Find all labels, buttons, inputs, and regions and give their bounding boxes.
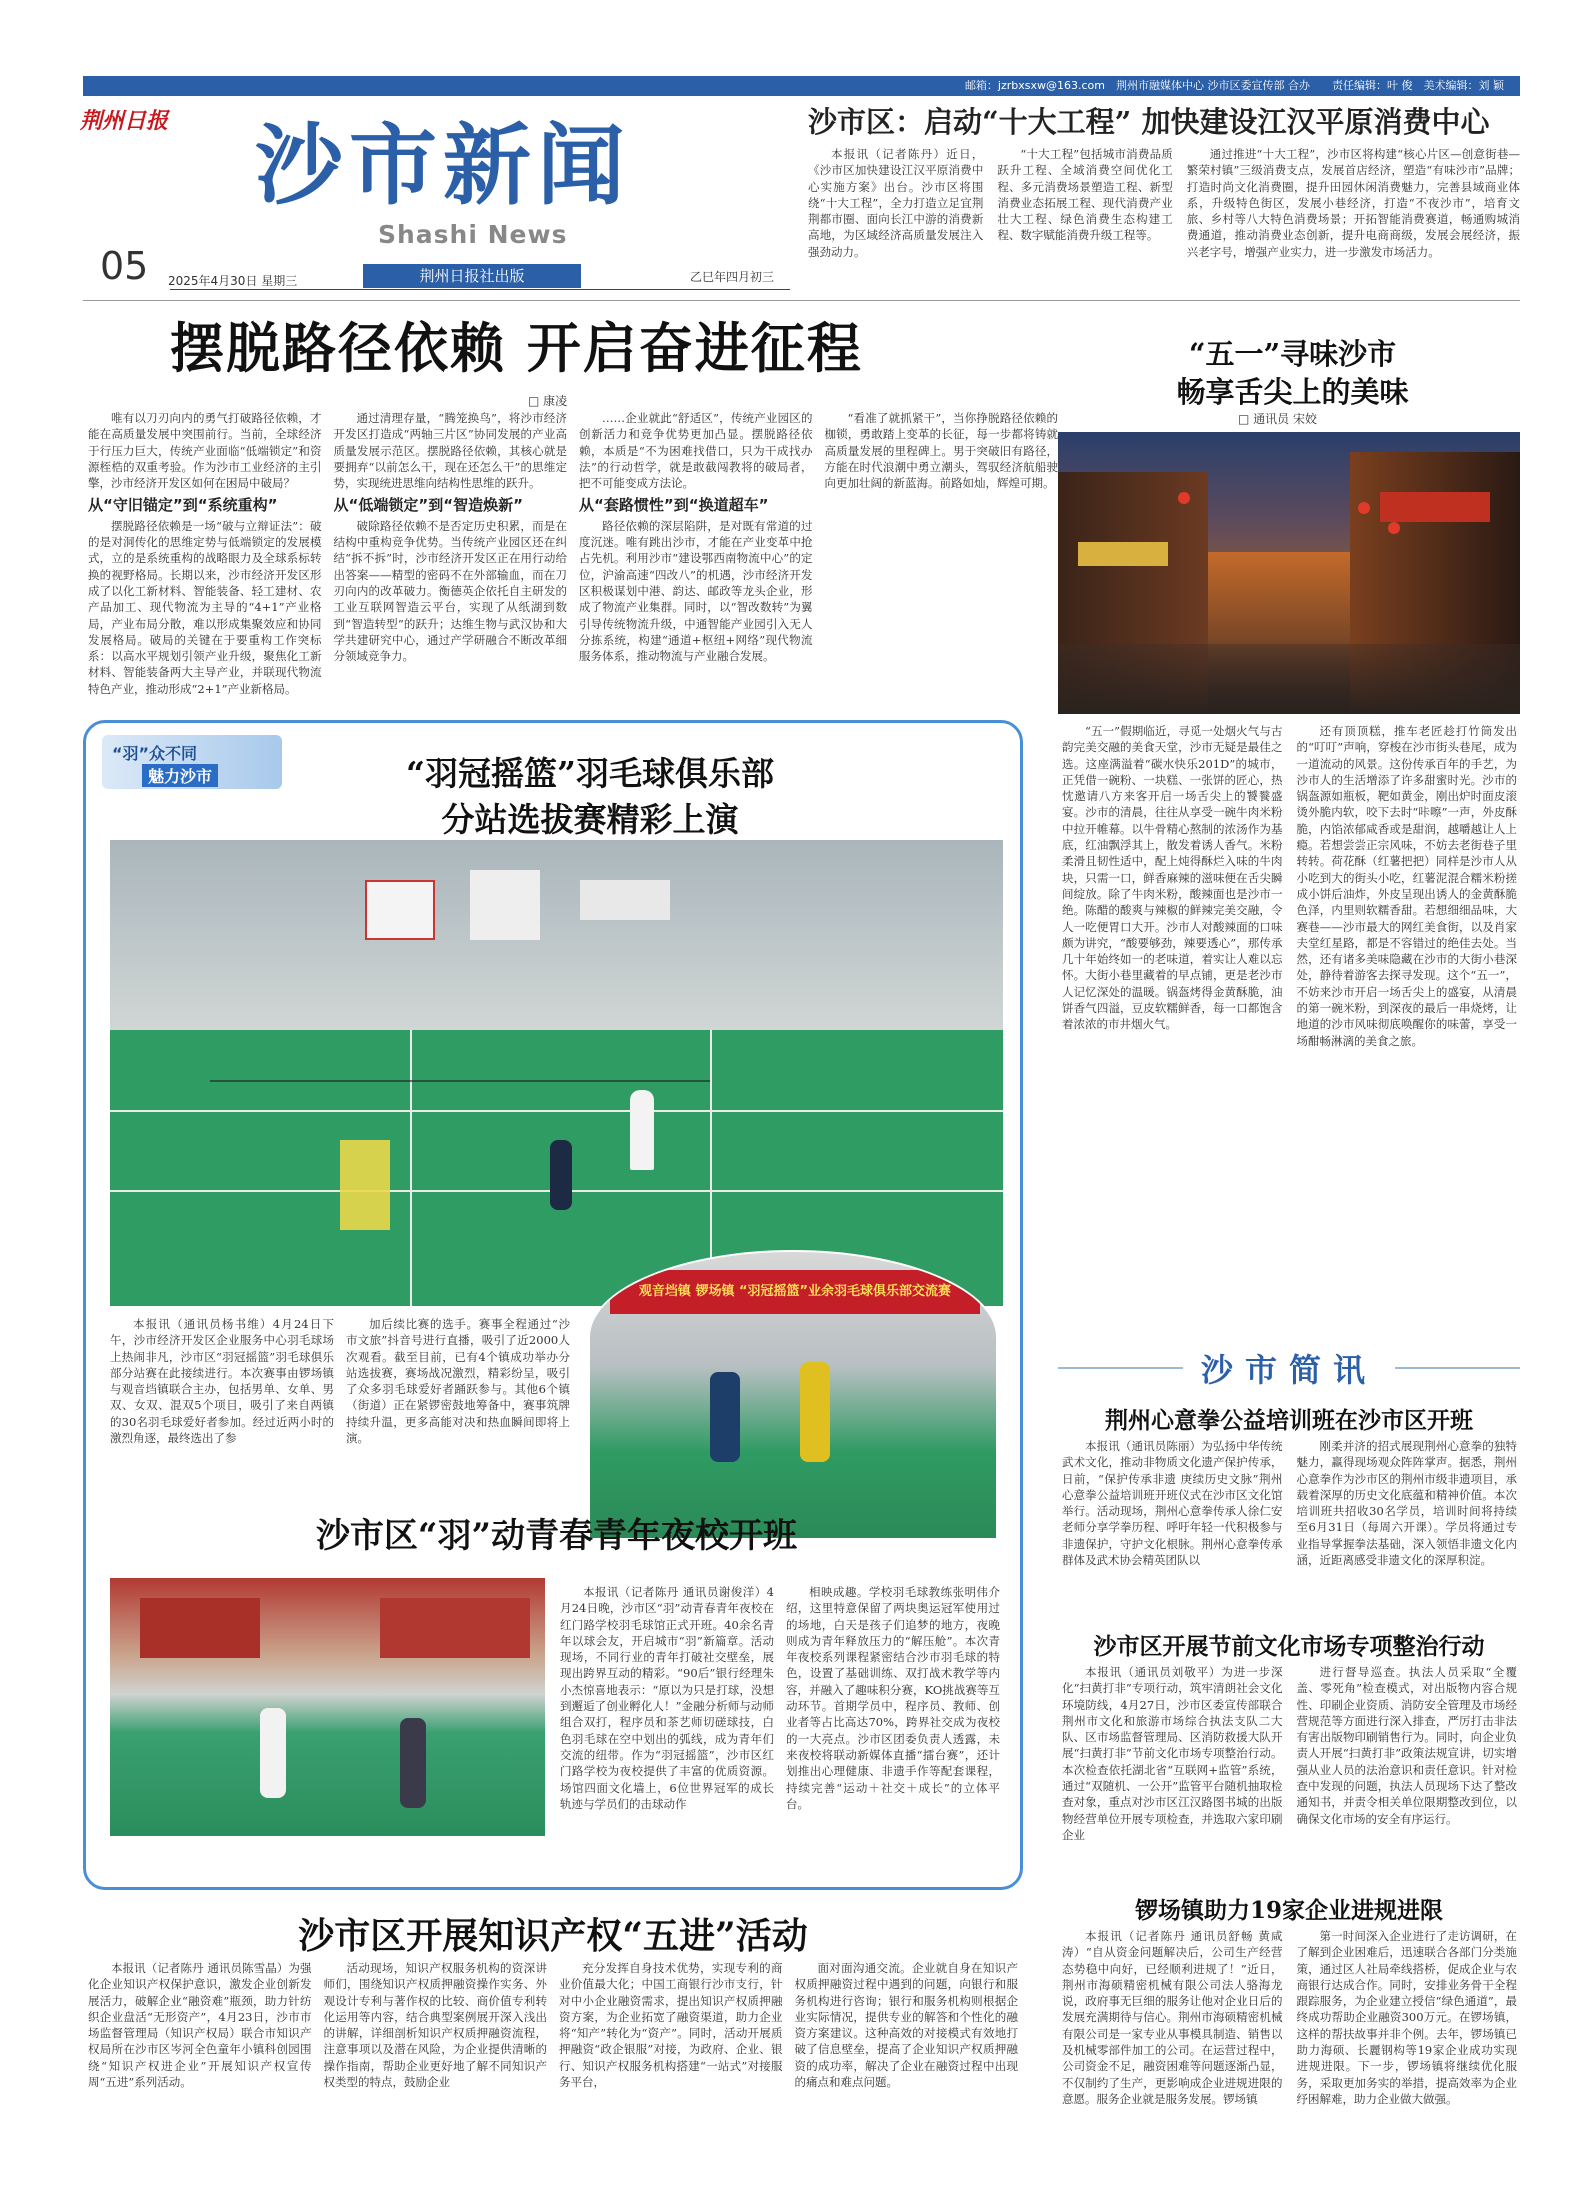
food-author: □ 通讯员 宋姣 [1238, 412, 1317, 426]
opinion-text-1b: 摆脱路径依赖是一场“破与立辩证法”：破的是对洞传化的思维定势与低端锁定的发展模式，立的是系统重构的战略眼力及全球系标转换的视野格局。长期以来，沙市经济开发区形成了以化工新材料、智能装备、轻工建材、农产品加工、现代物流为主导的“4+1”产业格局，产业布局分散，难以形成集聚效应和协同发展格局。破局的关键在于要重构工作突标系：以高水平规划引领产业升级，聚焦化工新材料、智能装备两大主导产业，并联现代物流特色产业，推动形成“2+1”产业新格局。 [88, 518, 322, 696]
brief-3-text-1: 本报讯（记者陈丹 通讯员舒畅 黄咸涛）“自从资金问题解决后，公司生产经营态势稳中向好，已经顺利进规了！”近日，荆州市海硕精密机械有限公司法人骆海龙说，政府事无巨细的服务让他对企业日后的发展充满期待与信心。荆州市海硕精密机械有限公司是一家专业从事模具制造、销售以及机械零部件加工的公司。在运营过程中，公司资金不足，融资困难等问题逐渐凸显，不仅制约了生产，更影响成企业进规进限的意愿。服务企业就是服务发展。锣场镇 [1062, 1929, 1283, 2106]
opinion-col-4 [825, 410, 1059, 710]
ip-body [88, 1960, 1018, 2160]
food-col-1 [1062, 723, 1283, 1343]
ip-col-1 [88, 1960, 312, 2160]
opinion-col-2 [334, 410, 568, 710]
opinion-text-3: ……企业就此“舒适区”，传统产业园区的创新活力和竞争优势更加凸显。摆脱路径依赖，本质是“不为困难找借口，只为干成找办法”的行动哲学，就是敢截闯教将的破局者，把不可能变成方法论。 [579, 411, 813, 491]
youth-body [560, 1584, 1000, 1864]
brief-2-text-1: 本报讯（通讯员刘敬平）为进一步深化“扫黄打非”专项行动，筑牢清朗社会文化环境防线，4月27日，沙市区委宣传部联合荆州市文化和旅游市场综合执法支队二大队、区市场监督管理局、区消防救援大队开展“扫黄打非”节前文化市场专项整治行动。本次检查依托湖北省“互联网+监管”系统，通过“双随机、一公开”监管平台随机抽取检查对象，重点对沙市区江汉路图书城的出版物经营单位开展专项检查，并选取六家印刷企业 [1062, 1665, 1283, 1842]
ip-col-3 [559, 1960, 783, 2160]
brief-label: 沙市简讯 [1183, 1345, 1395, 1391]
brief-1-text-1: 本报讯（通讯员陈丽）为弘扬中华传统武术文化，推动非物质文化遗产保护传承，日前，“保护传承非遗 庚续历史文脉”荆州心意拳公益培训班开班仪式在沙市区文化馆举行。活动现场，荆州心意拳传承人徐仁安老师分享学拳历程、呼吁年轻一代积极参与非遗保护，守护文化根脉。荆州心意拳传承群体及武术协会精英团队以 [1062, 1439, 1283, 1568]
opinion-text-1: 唯有以刀刃向内的勇气打破路径依赖，才能在高质量发展中突围前行。当前，全球经济于行压力巨大，传统产业面临“低端锁定”和资源桎梏的双重考验。作为沙市工业经济的主引擎，沙市经济开发区如何在困局中破局？ [88, 411, 322, 491]
ip-text-2: 活动现场，知识产权服务机构的资深讲师们，围绕知识产权质押融资操作实务、外观设计专利与著作权的比较、商价值专利转化运用等内容，结合典型案例展开深入浅出的讲解，详细剖析知识产权质押融资流程，注意事项以及潜在风险，为企业提供清晰的操作指南，帮助企业更好地了解不同知识产权类型的特点，鼓励企业 [323, 1961, 547, 2090]
badge-line-2: 魅力沙市 [142, 764, 218, 787]
top-story-text-1: 本报讯（记者陈丹）近日，《沙市区加快建设江汉平原消费中心实施方案》出台。沙市区将围绕“十大工程”，全力打造立足宜荆荆都市圈、面向长江中游的消费新高地，为区域经济高质量发展注入强劲动力。 [808, 147, 984, 259]
ip-col-4 [795, 1960, 1019, 2160]
brief-item-2-headline: 沙市区开展节前文化市场专项整治行动 [1093, 1633, 1485, 1660]
badminton-headline-1: “羽冠摇篮”羽毛球俱乐部 [406, 754, 774, 793]
top-story-text-2: “十大工程”包括城市消费品质跃升工程、全域消费空间优化工程、多元消费场景塑造工程、新型消费业态拓展工程、现代消费产业壮大工程、绿色消费生态构建工程、数字赋能消费升级工程等。 [997, 147, 1173, 243]
opinion-text-2b: 破除路径依赖不是否定历史积累，而是在结构中重构竞争优势。当传统产业园区还在纠结“拆不拆”时，沙市经济开发区正在用行动给出答案——精型的密码不在外部输血，而在刀刃向内的改革破力。衡德英企依托自主研发的工业互联网智造云平台，实现了从纸湖到数到“智造转型”的跃升；达维生物与武汉协和大学共建研究中心，通过产学研融合不断改革细分领域竞争力。 [333, 518, 567, 664]
top-story-col-1 [808, 146, 983, 288]
brief-label-bar [1058, 1340, 1520, 1396]
masthead-rule [170, 289, 790, 290]
badminton-banner-text: 观音垱镇 锣场镇 “羽冠摇篮”业余羽毛球俱乐部交流赛 [610, 1270, 980, 1314]
badminton-headline-2: 分站选拔赛精彩上演 [441, 800, 739, 839]
ip-headline: 沙市区开展知识产权“五进”活动 [298, 1915, 808, 1957]
top-story-col-2 [997, 146, 1172, 288]
food-col-2 [1297, 723, 1518, 1343]
brief-item-1-body [1062, 1438, 1517, 1618]
opinion-headline: 摆脱路径依赖 开启奋进征程 [170, 316, 863, 380]
brief-2-text-2: 进行督导巡查。执法人员采取“全覆盖、零死角”检查模式，对出版物内容合规性、印刷企业资质、消防安全管理及市场经营规范等方面进行深入排查，严厉打击非法有害出版物印刷销售行为。同时，向企业负责人开展“扫黄打非”政策法规宣讲，切实增强从业人员的法治意识和责任意识。针对检查中发现的问题，执法人员现场下达了整改通知书，并责令相关单位限期整改到位，以确保文化市场的安全有序运行。 [1296, 1665, 1517, 1826]
brief-item-1-headline: 荆州心意拳公益培训班在沙市区开班 [1105, 1407, 1473, 1434]
ip-text-3: 充分发挥自身技术优势，实现专利的商业价值最大化；中国工商银行沙市支行，针对中小企业融资需求，提出知识产权质押融资方案，为企业拓宽了融资渠道，助力企业将“知产”转化为“资产”。同时，活动开展质押融资“政企银服”对接，为政府、企业、银行、知识产权服务机构搭建“一站式”对接服务平台， [559, 1961, 783, 2090]
brief-1-col-1 [1062, 1438, 1283, 1618]
food-street-photo [1058, 432, 1520, 714]
ip-text-4: 面对面沟通交流。企业就自身在知识产权质押融资过程中遇到的问题，向银行和服务机构进行咨询；银行和服务机构则根据企业实际情况，提供专业的解答和个性化的融资方案建议。这种高效的对接模式有效地打破了信息壁垒，提高了企业知识产权质押融资的成功率，解决了企业在融资过程中出现的痛点和难点问题。 [794, 1961, 1018, 2090]
lunar-date: 乙巳年四月初三 [690, 270, 775, 284]
food-headline-1: “五一”寻味沙市 [1188, 337, 1397, 371]
publisher-bar [363, 264, 581, 288]
youth-night-school-photo [110, 1578, 545, 1836]
brief-2-col-2 [1297, 1664, 1518, 1884]
page-number: 05 [100, 244, 149, 288]
brief-3-text-2: 第一时间深入企业进行了走访调研，在了解到企业困难后，迅速联合各部门分类施策，通过区人社局牵线搭桥，促成企业与农商银行达成合作。同时，安排业务骨干全程跟踪服务，为企业建立授信“绿色通道”，最终成功帮助企业融资300万元。在锣场镇，这样的帮扶故事并非个例。去年，锣场镇已助力海硕、长麗钢构等19家企业成功实现进规进限。下一步，锣场镇将继续优化服务，采取更加务实的举措，提高效率为企业纾困解难，助力企业做大做强。 [1296, 1929, 1517, 2106]
top-bar-text: 邮箱：jzrbxsxw@163.com 荆州市融媒体中心 沙市区委宣传部 合办 责任编辑：叶 俊 美术编辑：刘 颖 [964, 79, 1504, 92]
brief-2-col-1 [1062, 1664, 1283, 1884]
opinion-text-2: 通过清理存量，“腾笼换鸟”，将沙市经济开发区打造成“两轴三片区”协同发展的产业高质量发展示范区。摆脱路径依赖，其核心就是要拥弃“以前怎么干，现在还怎么干”的思维定势，实现统进思维向结构性思维的跃升。 [333, 411, 567, 491]
opinion-subhead-3: 从“套路惯性”到“换道超车” [579, 496, 769, 515]
food-text-1: “五一”假期临近，寻觅一处烟火气与古韵完美交融的美食天堂，沙市无疑是最佳之选。这座满溢着“碳水快乐201D”的城市，正凭借一碗粉、一块糕、一张饼的匠心，热忱邀请八方来客开启一场舌尖上的饕餮盛宴。沙市的清晨，往往从享受一碗牛肉米粉中拉开帷幕。以牛骨精心熬制的浓汤作为基底，红油飘浮其上，散发着诱人香气。米粉柔滑且韧性适中，配上炖得酥烂入味的牛肉块，只需一口，鲜香麻辣的滋味便在舌尖瞬间绽放。除了牛肉米粉，酸辣面也是沙市一绝。陈醋的酸爽与辣椒的鲜辣完美交融，令人一吃便胃口大开。沙市人对酸辣面的口味颇为讲究，“酸要够劲，辣要透心”，那传承几十年始终如一的老味道，着实让人难以忘怀。大街小巷里藏着的早点铺，更是老沙市人记忆深处的温暖。锅盔烤得金黄酥脆，油饼香气四溢，豆皮软糯鲜香，每一口都饱含着浓浓的市井烟火气。 [1062, 724, 1283, 1032]
opinion-subhead-1: 从“守旧锚定”到“系统重构” [88, 496, 278, 515]
opinion-text-4: “看准了就抓紧干”，当你挣脱路径依赖的枷锁，勇敢踏上变革的长征，每一步都将铸就高质量发展的里程碑上。男于突破旧有路径，方能在时代浪潮中勇立潮头，驾驭经济航船驶向更加壮阔的新蓝海。前路如灿，辉煌可期。 [824, 411, 1058, 491]
issue-date: 2025年4月30日 星期三 [168, 274, 298, 288]
feature-badge [102, 735, 282, 789]
brief-1-col-2 [1297, 1438, 1518, 1618]
youth-text-2: 相映成趣。学校羽毛球教练张明伟介绍，这里特意保留了两块奥运冠军使用过的场地，白天是孩子们追梦的地方，夜晚则成为青年释放压力的“解压舱”。本次青年夜校系列课程紧密结合沙市羽毛球的特色，设置了基础训练、双打战术教学等内容，并融入了趣味积分赛，KO挑战赛等互动环节。首期学员中，程序员、教师、创业者等占比高达70%，跨界社交成为夜校的一大亮点。沙市区团委负责人透露，未来夜校将联动新媒体直播“擂台赛”，还计划推出心理健康、非遗手作等配套课程，持续完善“运动＋社交＋成长”的立体平台。 [786, 1585, 1000, 1811]
opinion-text-3b: 路径依赖的深层陷阱，是对既有常道的过度沉迷。唯有跳出沙市，才能在产业变革中抢占先机。利用沙市“建设鄂西南物流中心”的定位，沪渝高速“四改八”的机遇，沙市经济开发区积极谋划中港、韵达、邮政等龙头企业，形成了物流产业集群。同时，以“智改数转”为翼引导传统物流升级，中通智能产业园引入无人分拣系统，构建“通道+枢纽+网络”现代物流服务体系，推动物流与产业融合发展。 [579, 518, 813, 664]
opinion-subhead-2: 从“低端锁定”到“智造焕新” [333, 496, 523, 515]
badminton-col-1 [110, 1316, 334, 1446]
ip-col-2 [324, 1960, 548, 2160]
youth-text-1: 本报讯（记者陈丹 通讯员谢俊洋）4月24日晚，沙市区“羽”动青春青年夜校在红门路学校羽毛球馆正式开班。40余名青年以球会友，开启城市“羽”新篇章。活动现场，不同行业的青年打破社交壁垒，展现出跨界互动的精彩。“90后”银行经理朱小杰惊喜地表示：“原以为只是打球，没想到邂逅了创业孵化人！”金融分析师与动师组合双打，程序员和茶艺师切磋球技，白色羽毛球在空中划出的弧线，成为青年们交流的纽带。作为“羽冠摇篮”，沙市区红门路学校为夜校提供了丰富的优质资源。场馆四面文化墙上，6位世界冠军的成长轨迹与学员们的击球动作 [560, 1585, 774, 1811]
badminton-text-1: 本报讯（通讯员杨书维）4月24日下午，沙市经济开发区企业服务中心羽毛球场上热闹非凡，沙市区“羽冠摇篮”羽毛球俱乐部分站赛在此接续进行。本次赛事由锣场镇与观音垱镇联合主办，包括男单、女单、男双、女双、混双5个项目，吸引了来自两镇的30名羽毛球爱好者参加。经过近两小时的激烈角逐，最终选出了参 [110, 1317, 334, 1446]
top-story-body [808, 146, 1520, 288]
brief-3-col-1 [1062, 1928, 1283, 2164]
youth-headline: 沙市区“羽”动青春青年夜校开班 [315, 1516, 798, 1556]
badminton-col-2 [346, 1316, 570, 1446]
page-title-en: Shashi News [378, 220, 568, 249]
opinion-col-1 [88, 410, 322, 710]
food-headline-2: 畅享舌尖上的美味 [1176, 375, 1409, 409]
opinion-col-3 [579, 410, 813, 710]
badminton-body [110, 1316, 570, 1446]
badge-line-1: “羽”众不同 [112, 744, 198, 763]
opinion-body [88, 410, 1058, 710]
top-bar [83, 76, 1520, 96]
divider-top [83, 300, 1520, 301]
youth-col-2 [786, 1584, 1000, 1864]
food-body [1062, 723, 1517, 1343]
ip-text-1: 本报讯（记者陈丹 通讯员陈雪晶）为强化企业知识产权保护意识，激发企业创新发展活力，破解企业“融资难”瓶颈，助力针纺织企业盘活“无形资产”，4月23日，沙市市场监督管理局（知识产权局）联合市知识产权局所在沙市区岑河全色童年小镇科创园围绕“知识产权进企业”开展知识产权宣传周“五进”系列活动。 [88, 1961, 312, 2090]
top-story-col-3 [1187, 146, 1520, 288]
badminton-banner-photo [588, 1250, 998, 1540]
brief-1-text-2: 刚柔并济的招式展现荆州心意拳的独特魅力，赢得现场观众阵阵掌声。据悉，荆州心意拳作为沙市区的荆州市级非遗项目，承载着深厚的历史文化底蕴和精神价值。本次培训班共招收30名学员，培训时间将持续至6月31日（每周六开课）。学员将通过专业指导掌握拳法基础，深入领悟非遗文化内涵，近距离感受非遗文化的深厚积淀。 [1296, 1439, 1517, 1568]
brief-3-col-2 [1297, 1928, 1518, 2164]
brief-item-3-body [1062, 1928, 1517, 2164]
top-story-headline: 沙市区：启动“十大工程” 加快建设江汉平原消费中心 [808, 105, 1490, 139]
youth-col-1 [560, 1584, 774, 1864]
logo: 荆州日报 [80, 108, 169, 134]
page-title: 沙市新闻 [255, 113, 632, 217]
brief-item-3-headline: 锣场镇助力19家企业进规进限 [1134, 1897, 1443, 1924]
food-text-2: 还有顶顶糕，推车老匠趁打竹筒发出的“叮叮”声响，穿梭在沙市街头巷尾，成为一道流动的风景。这份传承百年的手艺，为沙市人的生活增添了许多甜蜜时光。沙市的锅盔源如瓶板，靶如黄金，刚出炉时面皮滚烫外脆内软，咬下去时“咔嚓”一声，外皮酥脆，内馅浓郁咸香或是甜润，越嚼越让人上瘾。若想尝尝正宗风味，不妨去老街巷子里转转。荷花酥（红薯把把）同样是沙市人从小吃到大的街头小吃，红薯泥混合糯米粉搓成小饼后油炸，外皮呈现出诱人的金黄酥脆色泽，内里则软糯香甜。若想细细品味，大赛巷——沙市最大的网红美食街，以及肖家夫堂红星路，都是不容错过的绝佳去处。当然，还有诸多美味隐藏在沙市的大街小巷深处，静待着游客去探寻发现。这个“五一”，不妨来沙市开启一场舌尖上的盛宴，从清晨的第一碗米粉，到深夜的最后一串烧烤，让地道的沙市风味彻底唤醒你的味蕾，享受一场酣畅淋漓的美食之旅。 [1296, 724, 1517, 1048]
badminton-text-2: 加后续比赛的选手。赛事全程通过“沙市文旅”抖音号进行直播，吸引了近2000人次观看。截至目前，已有4个镇成功举办分站选拔赛，赛场战况激烈，精彩纷呈，吸引了众多羽毛球爱好者踊跃参与。其他6个镇（街道）正在紧锣密鼓地筹备中，赛事筑牌持续升温，更多高能对决和热血瞬间即将上演。 [346, 1317, 570, 1446]
badminton-hall-photo [110, 840, 1003, 1306]
top-story-text-3: 通过推进“十大工程”，沙市区将构建“核心片区—创意街巷—繁荣村镇”三级消费支点，发展首店经济，塑造“有味沙市”品牌；打造时尚文化消费圈，提升田园休闲消费魅力，完善县域商业体系，升级特色街区，发展小巷经济，打造“不夜沙市”，培育文旅、乡村等八大特色消费场景；开拓智能消费赛道，畅通购城消费通道，推动消费业态创新，提升电商商级，发展会展经济，振兴老字号，增强产业实力，进一步激发市场活力。 [1186, 147, 1521, 259]
brief-item-2-body [1062, 1664, 1517, 1884]
publisher: 荆州日报社出版 [419, 267, 525, 285]
opinion-author: □ 康凌 [528, 394, 568, 408]
